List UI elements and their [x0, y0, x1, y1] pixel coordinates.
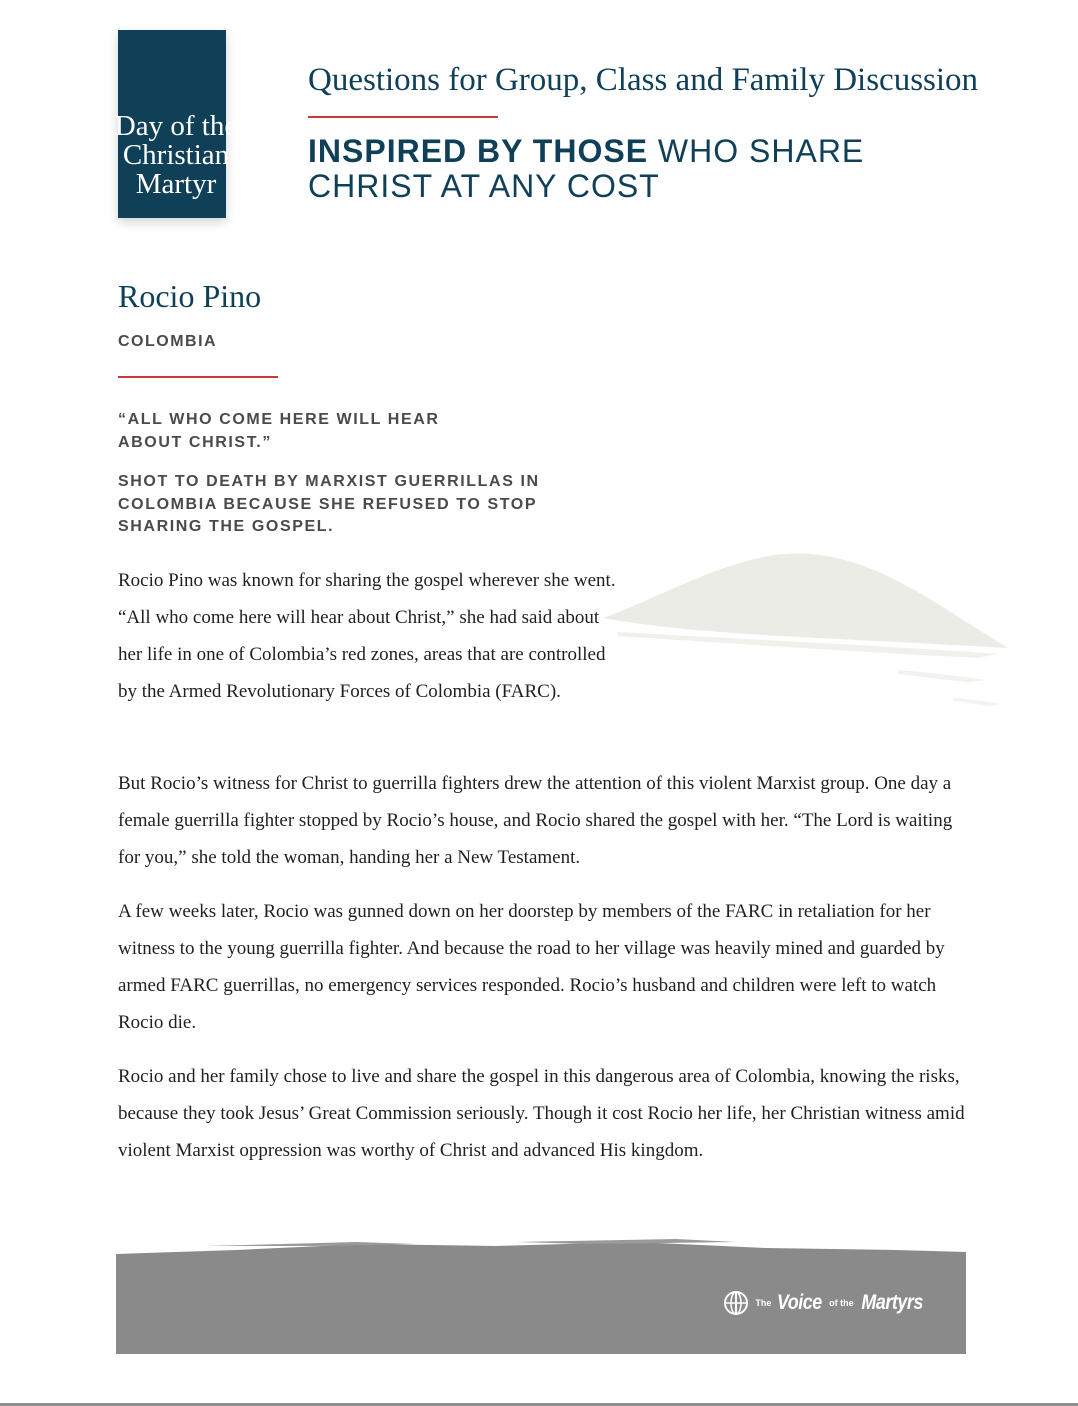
martyr-summary: SHOT TO DEATH BY MARXIST GUERRILLAS IN COLOMBIA BECAUSE SHE REFUSED TO STOP SHARING THE GOSPEL.: [118, 473, 540, 535]
martyr-country: COLOMBIA: [118, 333, 218, 350]
martyr-quote: “ALL WHO COME HERE WILL HEAR ABOUT CHRIST.”: [118, 411, 440, 451]
brand-voice: Voice: [777, 1291, 823, 1314]
header-subtitle: Questions for Group, Class and Family Discussion: [308, 62, 979, 98]
header-title-bold: INSPIRED BY THOSE: [308, 133, 649, 169]
header-title-line2: CHRIST AT ANY COST: [308, 168, 660, 204]
brand-of-the: of the: [829, 1298, 854, 1308]
body-paragraph-3: A few weeks later, Rocio was gunned down on her doorstep by members of the FARC in retaliation for her witness to the young guerrilla fighter. And because the road to her village was heavily mined and guarded by armed FARC guerrillas, no emergency services responded. Rocio’s husband and children were left to watch Rocio die.: [118, 901, 945, 1033]
footer-band: [116, 1236, 966, 1356]
logo-line-3: Martyr: [135, 168, 217, 200]
body-paragraph-4: Rocio and her family chose to live and share the gospel in this dangerous area of Colombia, knowing the risks, because they took Jesus’ Great Commission seriously. Though it cost Rocio her life, her Christian witness amid violent Marxist oppression was worthy of Christ and advanced His kingdom.: [118, 1066, 965, 1161]
body-paragraph-1: Rocio Pino was known for sharing the gospel wherever she went. “All who come here will hear about Christ,” she had said about her life in one of Colombia’s red zones, areas that are controlled by the Armed Revolutionary Forces of Colombia (FARC).: [118, 570, 616, 702]
country-divider: [118, 376, 278, 378]
logo-line-1: Day of the: [114, 110, 238, 142]
header-title-rest: WHO SHARE: [648, 133, 865, 169]
body-paragraph-2: But Rocio’s witness for Christ to guerrilla fighters drew the attention of this violent Marxist group. One day a female guerrilla fighter stopped by Rocio’s house, and Rocio shared the gospel with her. “The Lord is waiting for you,” she told the woman, handing her a New Testament.: [118, 773, 953, 868]
header-divider: [308, 116, 498, 118]
header-title: [308, 134, 864, 204]
logo-text: [96, 112, 256, 199]
logo-line-2: Christian: [122, 139, 230, 171]
brand-martyrs: Martyrs: [861, 1291, 923, 1314]
voice-of-the-martyrs-logo: [723, 1290, 928, 1316]
globe-cross-icon: [723, 1290, 749, 1316]
brand-the: The: [755, 1298, 772, 1308]
martyr-name: Rocio Pino: [118, 278, 262, 314]
day-of-christian-martyr-logo: [114, 30, 238, 218]
mountain-watermark-icon: [598, 548, 1018, 718]
